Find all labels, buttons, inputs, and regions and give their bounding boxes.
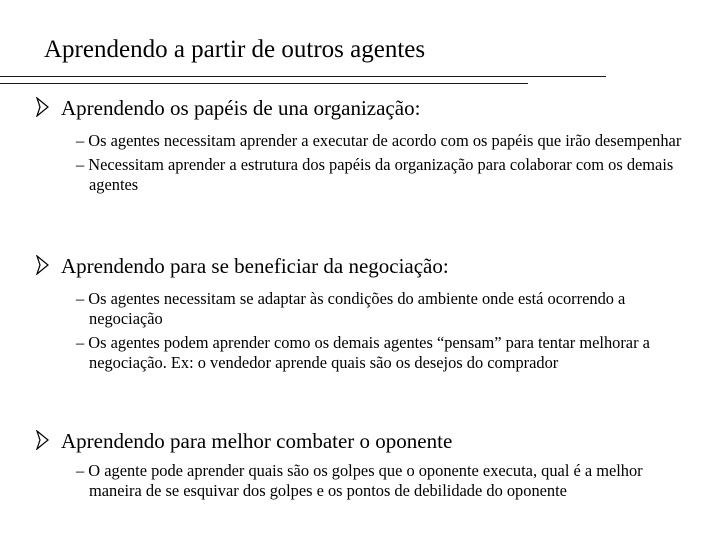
- title-underline-top: [0, 76, 606, 77]
- section-organization-roles: [36, 95, 689, 195]
- list-item: – Os agentes necessitam se adaptar às condições do ambiente onde está ocorrendo a negociação: [76, 289, 626, 328]
- section-heading: Aprendendo os papéis de una organização:: [61, 96, 421, 120]
- section-negotiation: [36, 253, 689, 373]
- slide-title: Aprendendo a partir de outros agentes: [44, 36, 426, 63]
- arrowhead-bullet-icon: [36, 430, 49, 450]
- section-heading: Aprendendo para se beneficiar da negociação:: [61, 254, 449, 278]
- list-item: – O agente pode aprender quais são os golpes que o oponente executa, qual é a melhor maneira de se esquivar dos golpes e os pontos de debilidade do oponente: [76, 461, 643, 500]
- list-item: – Necessitam aprender a estrutura dos papéis da organização para colaborar com os demais agentes: [76, 155, 674, 194]
- section-opponent: [36, 428, 689, 501]
- list-item: – Os agentes podem aprender como os demais agentes “pensam” para tentar melhorar a negociação. Ex: o vendedor aprende quais são os desejos do comprador: [76, 333, 650, 372]
- arrowhead-bullet-icon: [36, 97, 49, 117]
- list-item: – Os agentes necessitam aprender a executar de acordo com os papéis que irão desempenhar: [76, 131, 682, 150]
- section-heading: Aprendendo para melhor combater o oponente: [61, 429, 453, 453]
- arrowhead-bullet-icon: [36, 255, 49, 275]
- title-underline-bottom: [0, 83, 528, 84]
